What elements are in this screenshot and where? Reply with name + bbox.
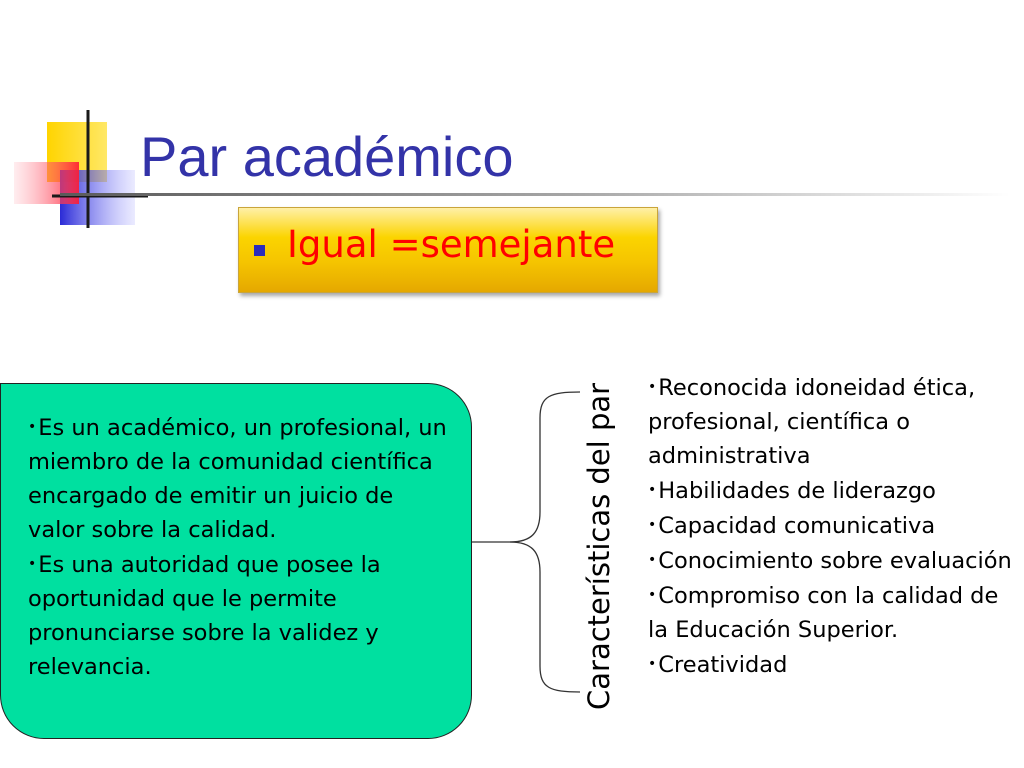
list-item-text: Reconocida idoneidad ética, profesional, científica o administrativa [648,375,976,469]
list-item-text: Habilidades de liderazgo [658,478,936,504]
bullet-dot-icon: • [28,419,37,435]
square-bullet-icon [254,245,265,256]
curly-brace-connector [470,380,580,700]
list-item [648,543,1024,578]
list-item-text: Conocimiento sobre evaluación [658,548,1012,574]
list-item-text: Creatividad [658,652,788,678]
bullet-dot-icon: • [648,517,657,533]
definition-box [0,383,472,739]
list-item-text: Compromiso con la calidad de la Educación Superior. [648,583,999,643]
bullet-dot-icon: • [648,656,657,672]
vertical-category-label [582,380,622,710]
highlight-callout-box [238,207,658,293]
bullet-dot-icon: • [648,587,657,603]
bullet-dot-icon: • [648,379,657,395]
slide-title: Par académico [140,125,514,188]
list-item [648,578,1024,647]
bullet-dot-icon: • [648,552,657,568]
vertical-category-text: Características del par [582,382,616,710]
bullet-dot-icon: • [28,556,37,572]
list-item [648,647,1024,682]
definition-item [28,547,451,684]
list-item [648,473,1024,508]
callout-text: Igual =semejante [287,223,616,266]
characteristics-list [648,370,1024,682]
decorative-squares-logo [0,100,150,240]
list-item [648,508,1024,543]
list-item-text: Capacidad comunicativa [658,513,936,539]
bullet-dot-icon: • [648,482,657,498]
list-item [648,370,1024,473]
definition-item [28,410,451,547]
definition-item-text: Es una autoridad que posee la oportunidad que le permite pronunciarse sobre la validez y relevancia. [28,552,381,680]
title-underline [60,193,1010,196]
definition-item-text: Es un académico, un profesional, un miembro de la comunidad científica encargado de emitir un juicio de valor sobre la calidad. [28,415,447,543]
